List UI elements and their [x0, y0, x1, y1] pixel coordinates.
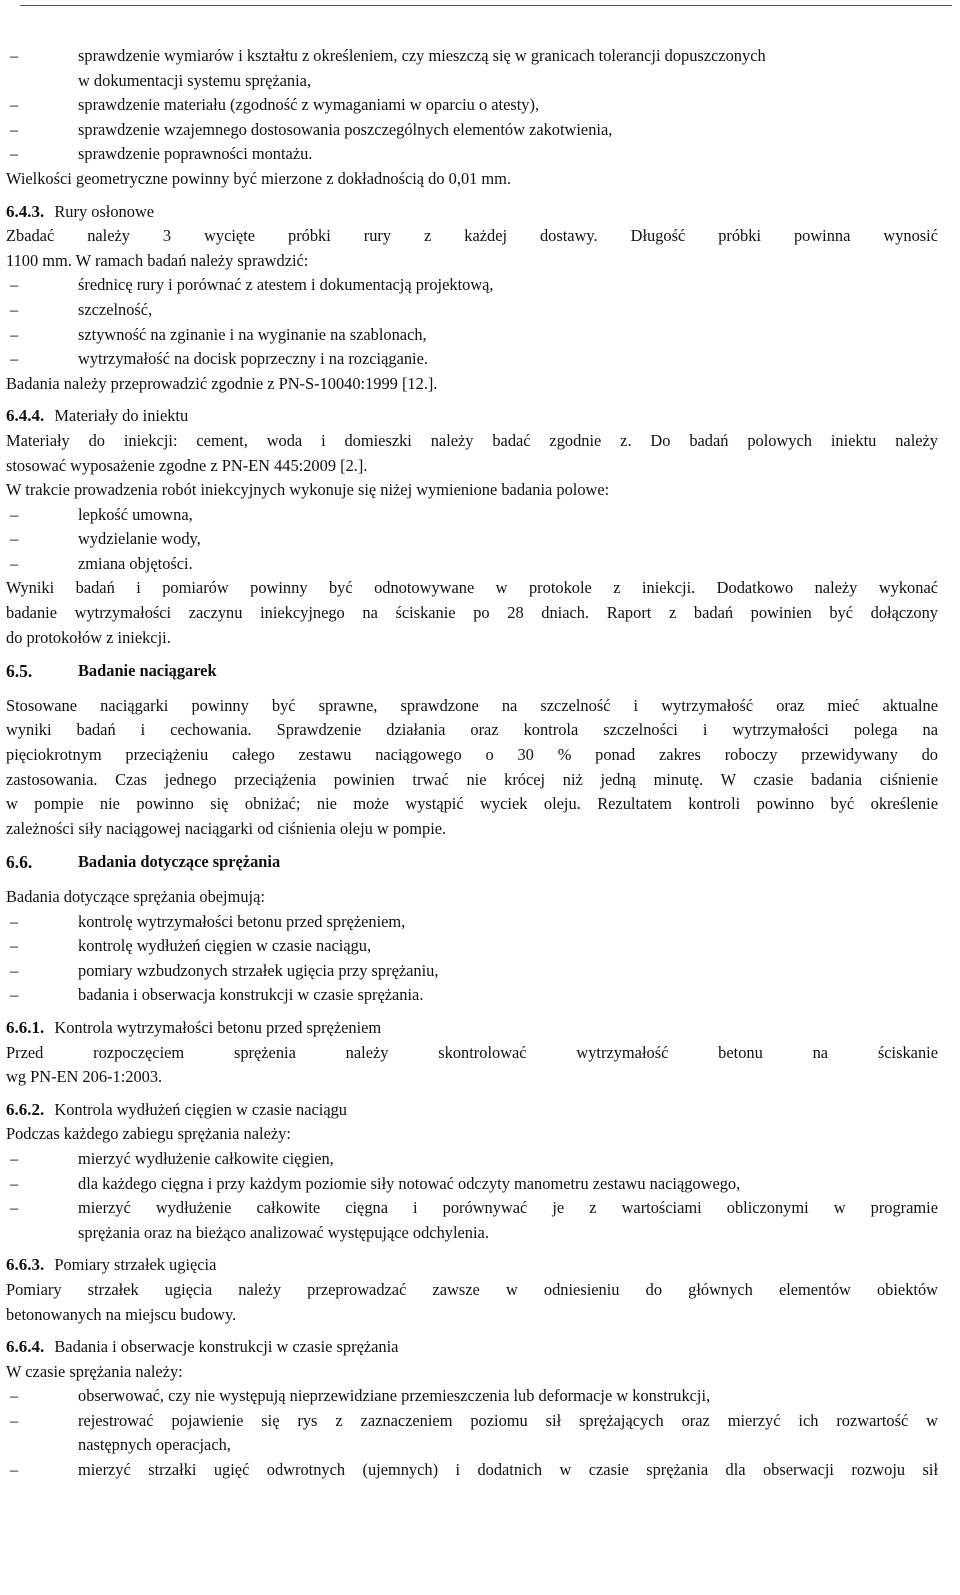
- list-item: [6, 1172, 938, 1197]
- list-item: [6, 298, 938, 323]
- section-title: Kontrola wytrzymałości betonu przed sprężeniem: [54, 1017, 382, 1037]
- list-item-text: wydzielanie wody,: [78, 529, 201, 549]
- paragraph-line: w pompie nie powinno się obniżać; nie może wystąpić wyciek oleju. Rezultatem kontroli powinno być określenie: [6, 794, 938, 814]
- dash-bullet: –: [10, 936, 19, 956]
- paragraph-line: wg PN-EN 206-1:2003.: [6, 1067, 163, 1087]
- paragraph-line: badanie wytrzymałości zaczynu iniekcyjnego na ściskanie po 28 dniach. Raport z badań powinien być dołączony: [6, 603, 938, 623]
- dash-bullet: –: [10, 960, 19, 980]
- section-number: 6.6.3.: [6, 1255, 45, 1275]
- list-item-text: mierzyć wydłużenie całkowite cięgna i porównywać je z wartościami obliczonymi w programie: [78, 1198, 938, 1218]
- list-item: [6, 118, 938, 143]
- list-item-continuation: [6, 1433, 938, 1458]
- paragraph-line: Zbadać należy 3 wycięte próbki rury z każdej dostawy. Długość próbki powinna wynosić: [6, 226, 938, 246]
- section-number: 6.4.4.: [6, 406, 45, 426]
- paragraph-line: Stosowane naciągarki powinny być sprawne, sprawdzone na szczelność i wytrzymałość oraz mieć aktualne: [6, 695, 938, 715]
- dash-bullet: –: [10, 504, 19, 524]
- list-item-text: w dokumentacji systemu sprężania,: [78, 70, 312, 90]
- paragraph-line: pięciokrotnym przeciążeniu całego zestawu naciągowego o 30 % ponad zakres roboczy przewidywany do: [6, 745, 938, 765]
- paragraph-line: stosować wyposażenie zgodne z PN-EN 445:2009 [2.].: [6, 455, 368, 475]
- paragraph: W czasie sprężania należy:: [6, 1361, 183, 1381]
- list-item-text: obserwować, czy nie występują nieprzewidziane przemieszczenia lub deformacje w konstrukcji,: [78, 1386, 711, 1406]
- list-item-text: sprawdzenie materiału (zgodność z wymaganiami w oparciu o atesty),: [78, 95, 540, 115]
- dash-bullet: –: [10, 299, 19, 319]
- section-number: 6.6.1.: [6, 1017, 45, 1037]
- section-heading-6-6-2: [6, 1098, 938, 1123]
- list-item: [6, 503, 938, 528]
- dash-bullet: –: [10, 1173, 19, 1193]
- dash-bullet: –: [10, 119, 19, 139]
- section-heading-6-6: [6, 850, 938, 875]
- paragraph-line: betonowanych na miejscu budowy.: [6, 1304, 237, 1324]
- list-item: [6, 934, 938, 959]
- dash-bullet: –: [10, 46, 19, 65]
- paragraph: Wielkości geometryczne powinny być mierzone z dokładnością do 0,01 mm.: [6, 168, 512, 188]
- paragraph-line: zależności siły naciągowej naciągarki od ciśnienia oleju w pompie.: [6, 818, 447, 838]
- list-item-text: pomiary wzbudzonych strzałek ugięcia przy sprężaniu,: [78, 960, 439, 980]
- list-item-text: mierzyć wydłużenie całkowite cięgien,: [78, 1148, 334, 1168]
- paragraph-line: zastosowania. Czas jednego przeciążenia powinien trwać nie krócej niż jedną minutę. W czasie badania ciśnienie: [6, 769, 938, 789]
- list-item: [6, 1458, 938, 1483]
- section-title: Kontrola wydłużeń cięgien w czasie naciągu: [54, 1099, 347, 1119]
- dash-bullet: –: [10, 985, 19, 1005]
- dash-bullet: –: [10, 144, 19, 164]
- section-number: 6.6.: [6, 852, 33, 873]
- dash-bullet: –: [10, 1386, 19, 1406]
- dash-bullet: –: [10, 911, 19, 931]
- list-item-text: sprawdzenie poprawności montażu.: [78, 144, 313, 164]
- list-item-text: mierzyć strzałki ugięć odwrotnych (ujemnych) i dodatnich w czasie sprężania dla obserwacji rozwoju sił: [78, 1460, 938, 1480]
- dash-bullet: –: [10, 275, 19, 295]
- list-item-text: szczelność,: [78, 299, 153, 319]
- list-item: [6, 1384, 938, 1409]
- section-number: 6.5.: [6, 661, 33, 682]
- list-item-text: zmiana objętości.: [78, 553, 193, 573]
- list-item-text: sztywność na zginanie i na wyginanie na szablonach,: [78, 324, 427, 344]
- section-heading-6-4-4: [6, 404, 938, 429]
- dash-bullet: –: [10, 1460, 19, 1480]
- list-item: [6, 323, 938, 348]
- dash-bullet: –: [10, 1410, 19, 1430]
- list-item-text: sprężania oraz na bieżąco analizować występujące odchylenia.: [78, 1222, 489, 1242]
- list-item: [6, 1147, 938, 1172]
- paragraph-line: do protokołów z iniekcji.: [6, 627, 171, 647]
- dash-bullet: –: [10, 95, 19, 115]
- section-heading-6-6-3: [6, 1253, 938, 1278]
- dash-bullet: –: [10, 529, 19, 549]
- section-heading-6-4-3: [6, 200, 938, 225]
- section-title: Materiały do iniektu: [54, 406, 189, 426]
- list-item-continuation: [6, 69, 938, 94]
- list-item: [6, 1409, 938, 1434]
- list-item-text: kontrolę wytrzymałości betonu przed sprężeniem,: [78, 911, 406, 931]
- list-item-text: rejestrować pojawienie się rys z zaznaczeniem poziomu sił sprężających oraz mierzyć ich rozwartość w: [78, 1410, 938, 1430]
- dash-bullet: –: [10, 324, 19, 344]
- list-item-text: dla każdego cięgna i przy każdym poziomie siły notować odczyty manometru zestawu naciągowego,: [78, 1173, 741, 1193]
- paragraph-line: Pomiary strzałek ugięcia należy przeprowadzać zawsze w odniesieniu do głównych elementów obiektów: [6, 1279, 938, 1299]
- dash-bullet: –: [10, 349, 19, 369]
- section-number: 6.4.3.: [6, 201, 45, 221]
- list-item-text: średnicę rury i porównać z atestem i dokumentacją projektową,: [78, 275, 494, 295]
- paragraph-line: Przed rozpoczęciem sprężenia należy skontrolować wytrzymałość betonu na ściskanie: [6, 1042, 938, 1062]
- list-item-text: wytrzymałość na docisk poprzeczny i na rozciąganie.: [78, 349, 428, 369]
- list-item: [6, 527, 938, 552]
- list-item: [6, 983, 938, 1008]
- paragraph-line: 1100 mm. W ramach badań należy sprawdzić:: [6, 250, 309, 270]
- list-item: [6, 273, 938, 298]
- dash-bullet: –: [10, 553, 19, 573]
- section-title: Badania dotyczące sprężania: [78, 852, 281, 872]
- section-title: Pomiary strzałek ugięcia: [54, 1255, 217, 1275]
- paragraph: W trakcie prowadzenia robót iniekcyjnych wykonuje się niżej wymienione badania polowe:: [6, 480, 610, 500]
- section-title: Badania i obserwacje konstrukcji w czasie sprężania: [54, 1337, 399, 1357]
- list-item-text: sprawdzenie wzajemnego dostosowania poszczególnych elementów zakotwienia,: [78, 119, 613, 139]
- paragraph: Podczas każdego zabiegu sprężania należy:: [6, 1124, 291, 1144]
- section-heading-6-5: [6, 659, 938, 684]
- list-item: [6, 347, 938, 372]
- paragraph: Badania dotyczące sprężania obejmują:: [6, 887, 265, 906]
- list-item: [6, 959, 938, 984]
- list-item: [6, 142, 938, 167]
- section-heading-6-6-1: [6, 1016, 938, 1041]
- section-number: 6.6.4.: [6, 1337, 45, 1357]
- section-number: 6.6.2.: [6, 1099, 45, 1119]
- paragraph-line: wyniki badań i cechowania. Sprawdzenie działania oraz kontrola szczelności i wytrzymałości polega na: [6, 720, 938, 740]
- section-heading-6-6-4: [6, 1335, 938, 1360]
- list-item: [6, 910, 938, 935]
- paragraph-line: Wyniki badań i pomiarów powinny być odnotowywane w protokole z iniekcji. Dodatkowo należy wykonać: [6, 578, 938, 598]
- list-item-continuation: [6, 1221, 938, 1246]
- dash-bullet: –: [10, 1198, 19, 1218]
- section-title: Badanie naciągarek: [78, 661, 217, 681]
- list-item-text: sprawdzenie wymiarów i kształtu z określeniem, czy mieszczą się w granicach tolerancji dopuszczonych: [78, 46, 766, 65]
- paragraph: Badania należy przeprowadzić zgodnie z PN-S-10040:1999 [12.].: [6, 373, 438, 393]
- document-body: [6, 44, 938, 1483]
- header-rule: [20, 5, 952, 6]
- dash-bullet: –: [10, 1148, 19, 1168]
- paragraph-line: Materiały do iniekcji: cement, woda i domieszki należy badać zgodnie z. Do badań polowych iniektu należy: [6, 430, 938, 450]
- list-item-text: następnych operacjach,: [78, 1435, 231, 1455]
- list-item: [6, 93, 938, 118]
- list-item: [6, 1196, 938, 1221]
- list-item: [6, 44, 938, 69]
- list-item-text: badania i obserwacja konstrukcji w czasie sprężania.: [78, 985, 424, 1005]
- list-item-text: lepkość umowna,: [78, 504, 193, 524]
- list-item: [6, 552, 938, 577]
- section-title: Rury osłonowe: [54, 201, 155, 221]
- list-item-text: kontrolę wydłużeń cięgien w czasie naciągu,: [78, 936, 372, 956]
